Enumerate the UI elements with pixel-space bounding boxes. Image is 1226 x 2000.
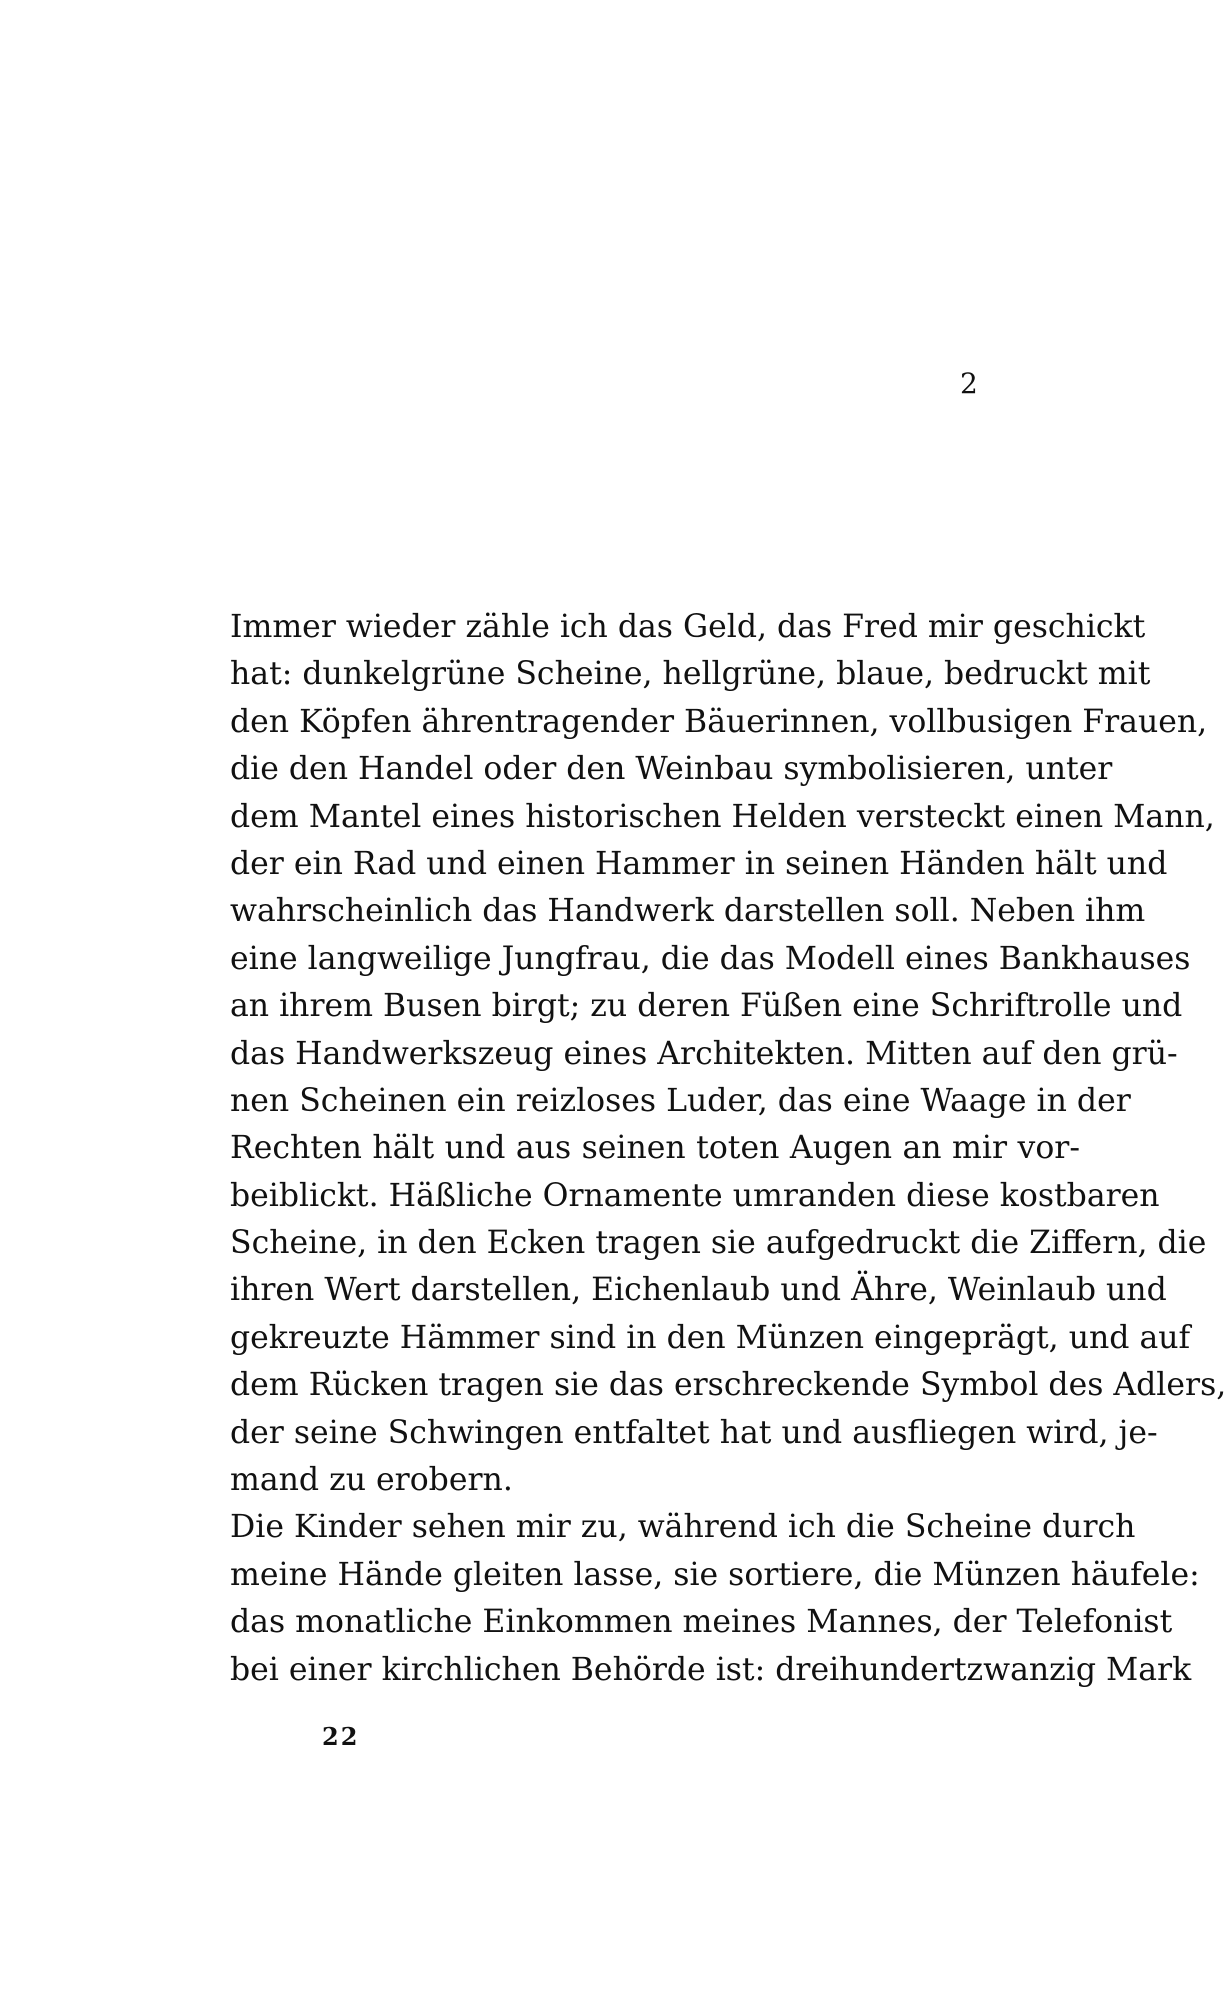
text-line: Scheine, in den Ecken tragen sie aufgedruckt die Ziffern, die [230, 1225, 1207, 1262]
text-line: meine Hände gleiten lasse, sie sortiere, die Münzen häufele: [230, 1556, 1200, 1593]
text-line: dem Mantel eines historischen Helden versteckt einen Mann, [230, 798, 1215, 835]
text-line: das Handwerkszeug eines Architekten. Mitten auf den grü- [230, 1035, 1178, 1072]
text-line: das monatliche Einkommen meines Mannes, der Telefonist [230, 1604, 1173, 1641]
paragraph-end-line: mand zu erobern. [230, 1462, 513, 1499]
text-line: hat: dunkelgrüne Scheine, hellgrüne, blaue, bedruckt mit [230, 656, 1151, 693]
page-number: 22 [322, 1722, 360, 1751]
text-line: bei einer kirchlichen Behörde ist: dreihundertzwanzig Mark [230, 1651, 1192, 1688]
text-line: Rechten hält und aus seinen toten Augen an mir vor- [230, 1130, 1080, 1167]
text-line: wahrscheinlich das Handwerk darstellen soll. Neben ihm [230, 893, 1146, 930]
text-line: gekreuzte Hämmer sind in den Münzen eingeprägt, und auf [230, 1319, 1191, 1356]
text-line: den Köpfen ährentragender Bäuerinnen, vollbusigen Frauen, [230, 703, 1208, 740]
text-line: die den Handel oder den Weinbau symbolisieren, unter [230, 751, 1113, 788]
text-line: der ein Rad und einen Hammer in seinen Händen hält und [230, 845, 1168, 882]
text-line: Immer wieder zähle ich das Geld, das Fred mir geschickt [230, 609, 1146, 645]
text-line: an ihrem Busen birgt; zu deren Füßen eine Schriftrolle und [230, 988, 1183, 1025]
text-line: eine langweilige Jungfrau, die das Modell eines Bankhauses [230, 940, 1191, 977]
text-line: ihren Wert darstellen, Eichenlaub und Ähre, Weinlaub und [230, 1272, 1167, 1309]
chapter-number: 2 [960, 367, 978, 400]
body-text [230, 604, 1226, 1694]
text-line: beiblickt. Häßliche Ornamente umranden diese kostbaren [230, 1177, 1160, 1214]
text-line: Die Kinder sehen mir zu, während ich die Scheine durch [230, 1509, 1136, 1546]
text-line: nen Scheinen ein reizloses Luder, das eine Waage in der [230, 1082, 1131, 1119]
text-line: der seine Schwingen entfaltet hat und ausfliegen wird, je- [230, 1414, 1158, 1451]
text-line: dem Rücken tragen sie das erschreckende Symbol des Adlers, [230, 1367, 1226, 1404]
